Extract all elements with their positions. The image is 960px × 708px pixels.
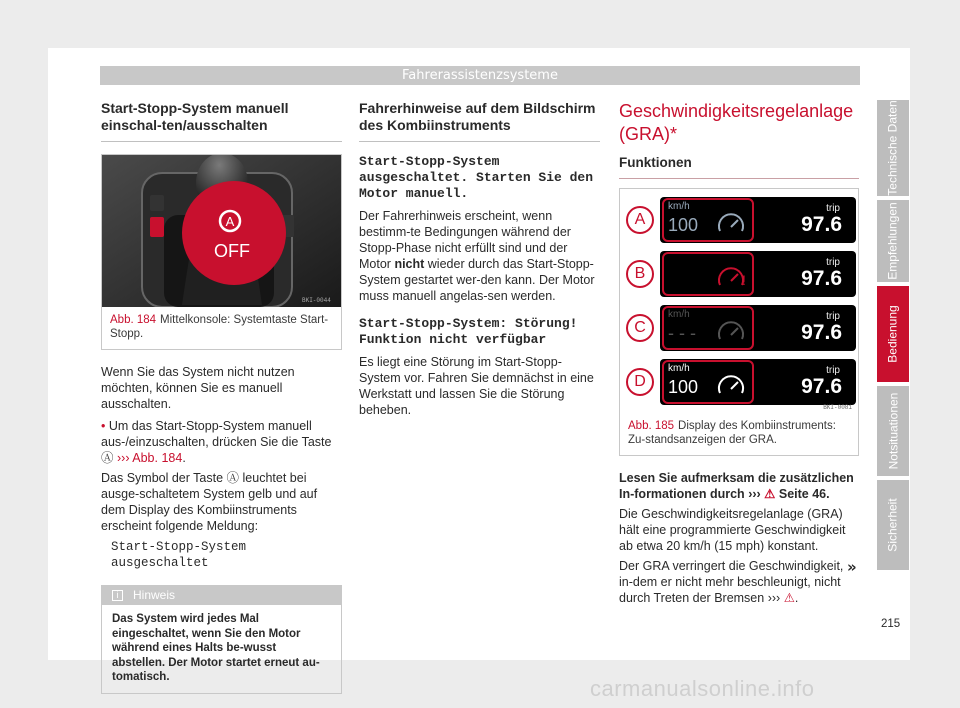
- set-speed: 100: [668, 215, 699, 235]
- console-photo-icon: [102, 155, 341, 307]
- paragraph: Wenn Sie das System nicht nutzen möchten, können Sie es manuell ausschalten.: [101, 365, 295, 411]
- tab-bedienung[interactable]: Bedienung: [877, 286, 909, 382]
- state-letter: B: [626, 260, 654, 288]
- dashboard-states: [620, 189, 858, 413]
- trip-value: 97.6: [801, 267, 842, 290]
- off-button-label: OFF: [214, 241, 250, 261]
- svg-text:!: !: [742, 272, 746, 287]
- highlight-frame: [662, 306, 754, 350]
- subheading: Funktionen: [619, 155, 692, 170]
- svg-text:A: A: [225, 214, 235, 229]
- start-stop-icon: Ⓐ: [226, 471, 240, 485]
- paragraph: Die Geschwindigkeitsregelanlage (GRA) hält eine programmierte Geschwindigkeit ab etwa 20 km/h (15 mph) konstant.: [619, 507, 846, 553]
- start-stop-icon: Ⓐ: [101, 451, 114, 465]
- trip-label: trip: [826, 365, 840, 376]
- figure-caption: Abb. 185 Display des Kombiinstruments: Zu-standsanzeigen der GRA.: [628, 420, 836, 446]
- message-1: [359, 154, 600, 304]
- dashboard-state-a: [620, 193, 858, 247]
- state-letter: A: [626, 206, 654, 234]
- message-title: Start-Stopp-System ausgeschaltet. Starten Sie den Motor manuell.: [359, 154, 594, 201]
- state-letter: C: [626, 314, 654, 342]
- paragraph: Das Symbol der Taste Ⓐ leuchtet bei ausge-schaltetem System gelb und auf dem Display des Kombiinstruments erscheint folgende Meldung:: [101, 471, 318, 533]
- watermark: carmanualsonline.info: [590, 676, 815, 701]
- body-text: [101, 364, 342, 571]
- dashboard-state-d: [620, 355, 858, 409]
- body-text: [619, 470, 859, 606]
- tab-technische-daten[interactable]: Technische Daten: [877, 100, 909, 196]
- figure-link[interactable]: ››› Abb. 184: [117, 451, 183, 465]
- trip-value: 97.6: [801, 321, 842, 344]
- warning-book-icon: ⚠: [764, 487, 776, 501]
- continue-mark: »: [847, 558, 857, 576]
- warning-icon: ⚠: [783, 591, 795, 605]
- state-letter: D: [626, 368, 654, 396]
- divider: [359, 141, 600, 142]
- chapter-header: Fahrerassistenzsysteme: [100, 66, 860, 85]
- highlight-frame: [662, 360, 754, 404]
- set-speed: 100: [668, 377, 699, 397]
- column-start-stop: [101, 100, 342, 694]
- page-link[interactable]: Seite 46: [778, 487, 827, 501]
- section-heading: Fahrerhinweise auf dem Bildschirm des Kombiinstruments: [359, 100, 596, 133]
- figure-184: [101, 154, 342, 350]
- hint-text: Das System wird jedes Mal eingeschaltet, wenn Sie den Motor während eines Halts be-wusst abstellen. Der Motor startet erneut au-tomatisch.: [112, 613, 320, 683]
- trip-value: 97.6: [801, 213, 842, 236]
- message-text: Es liegt eine Störung im Start-Stopp-System vor. Fahren Sie demnächst in eine Werkstatt und lassen Sie die Störung beheben.: [359, 355, 594, 417]
- dashboard-state-c: [620, 301, 858, 355]
- bullet-paragraph: • Um das Start-Stopp-System manuell aus-/einzuschalten, drücken Sie die Taste Ⓐ ››› Abb. 184.: [101, 419, 332, 465]
- set-speed: - - -: [668, 323, 696, 343]
- message-title: Start-Stopp-System: Störung! Funktion nicht verfügbar: [359, 316, 578, 347]
- message-2: [359, 316, 600, 418]
- section-heading-red: Geschwindigkeitsregelanlage (GRA)*: [619, 101, 854, 144]
- paragraph: Der GRA verringert die Geschwindigkeit, in-dem er nicht mehr beschleunigt, nicht durch Treten der Bremsen ››› ⚠.: [619, 559, 844, 605]
- highlight-frame: [662, 198, 754, 242]
- figure-caption: Abb. 184 Mittelkonsole: Systemtaste Start-Stopp.: [110, 314, 329, 340]
- chapter-tabs: [877, 100, 909, 574]
- trip-value: 97.6: [801, 375, 842, 398]
- figure-185: [619, 188, 859, 456]
- tab-sicherheit[interactable]: Sicherheit: [877, 480, 909, 570]
- paragraph: Lesen Sie aufmerksam die zusätzlichen In-formationen durch ››› ⚠ Seite 46.: [619, 471, 854, 501]
- trip-label: trip: [826, 203, 840, 214]
- tab-empfehlungen[interactable]: Empfehlungen: [877, 200, 909, 282]
- speed-unit: km/h: [668, 201, 690, 212]
- trip-label: trip: [826, 257, 840, 268]
- figure-code: BKI-0081: [823, 404, 852, 411]
- divider: [619, 178, 859, 179]
- hint-box: [101, 585, 342, 694]
- trip-label: trip: [826, 311, 840, 322]
- dashboard-state-b: [620, 247, 858, 301]
- hint-title: i Hinweis: [102, 586, 341, 605]
- divider: [101, 141, 342, 142]
- speed-unit: km/h: [668, 309, 690, 320]
- column-driver-messages: [359, 100, 600, 418]
- figure-code: BKI-0044: [302, 297, 331, 304]
- console-image: [102, 155, 341, 307]
- display-message: Start-Stopp-System ausgeschaltet: [111, 540, 247, 570]
- speed-unit: km/h: [668, 363, 690, 374]
- info-icon: i: [112, 590, 123, 601]
- column-cruise-control: [619, 100, 859, 606]
- section-heading: Start-Stopp-System manuell einschal-ten/ausschalten: [101, 100, 289, 133]
- message-text: Der Fahrerhinweis erscheint, wenn bestimm-te Bedingungen während der Stopp-Phase nicht erfüllt sind und der Motor nicht wieder durch das Start-Stopp-System gestartet wer-den kann. Der Motor muss manuell angelas-sen werden.: [359, 209, 595, 303]
- highlight-frame: [662, 252, 754, 296]
- page-number: 215: [881, 618, 901, 630]
- tab-notsituationen[interactable]: Notsituationen: [877, 386, 909, 476]
